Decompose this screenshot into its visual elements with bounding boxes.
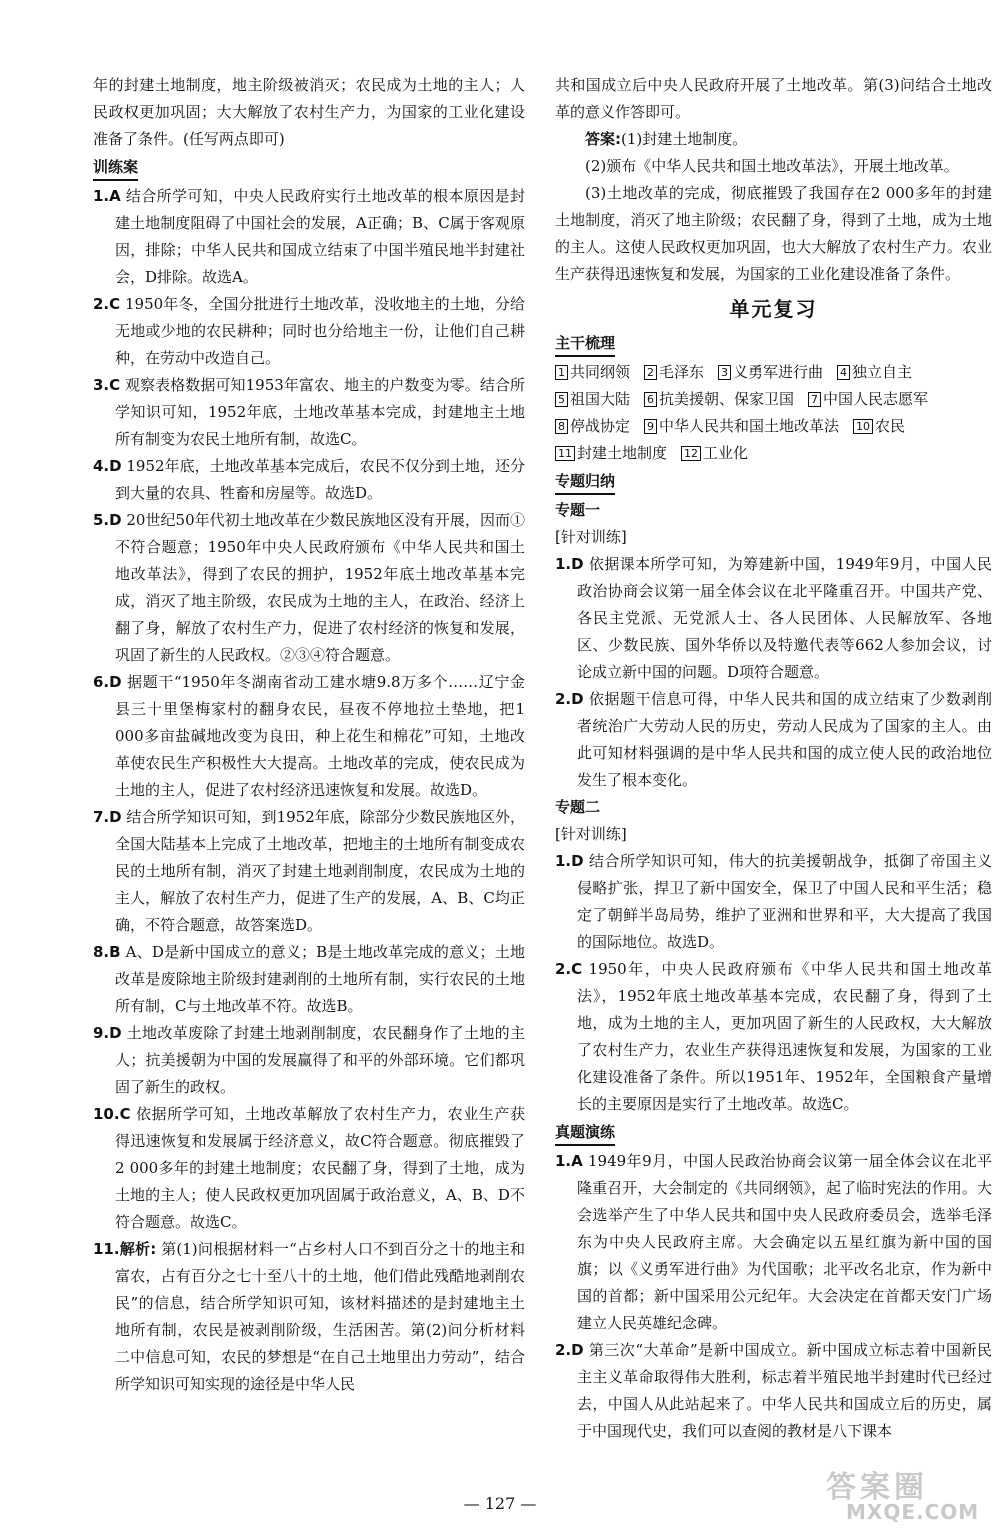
key-term-number: 10 (853, 419, 873, 434)
answer-item-text: 第(1)问根据材料一“占乡村人口不到百分之十的地主和富农，占有百分之七十至八十的土地，他们借此残酷地剥削农民”的信息，结合所学知识可知，该材料描述的是封建地主土地所有制，农民是被剥削阶级，生活困苦。第(2)问分析材料二中信息可知，农民的梦想是“在自己土地里出力劳动”，结合所学知识可知实现的途径是中华人民 (115, 1240, 525, 1393)
topic-2-training-label: [针对训练] (555, 825, 627, 843)
key-term-text: 中华人民共和国土地改革法 (659, 417, 840, 435)
key-term-number: 6 (644, 392, 657, 407)
answer-item-number: 11.解析: (93, 1240, 157, 1258)
watermark-line-1: 答案圈 (826, 1470, 928, 1505)
key-term-text: 封建土地制度 (577, 444, 668, 462)
answer-item (93, 507, 525, 669)
section-title-training: 训练案 (93, 155, 138, 181)
answer-item-number: 5.D (93, 511, 122, 529)
answer-item-number: 2.C (93, 295, 121, 313)
left-column (93, 72, 525, 1398)
answer-item (555, 956, 992, 1118)
answer-continuation: 共和国成立后中央人民政府开展了土地改革。第(3)问结合土地改革的意义作答即可。 (555, 76, 992, 121)
answer-item (93, 1101, 525, 1236)
key-term (555, 359, 630, 386)
answer-item-text: 依据课本所学可知，为筹建新中国，1949年9月，中国人民政治协商会议第一届全体会议在北平隆重召开。中国共产党、各民主党派、无党派人士、各人民团体、人民解放军、各地区、少数民族、国外华侨以及特邀代表等662人参加会议，讨论成立新中国的问题。D项符合题意。 (577, 555, 992, 681)
answer-item-text: 依据题干信息可得，中华人民共和国的成立结束了少数剥削者统治广大劳动人民的历史，劳动人民成为了国家的主人。由此可知材料强调的是中华人民共和国的成立使人民的政治地位发生了根本变化。 (577, 690, 992, 789)
key-term-number: 2 (644, 365, 657, 380)
answer-item-number: 6.D (93, 673, 122, 691)
answer-item (93, 1020, 525, 1101)
key-term (555, 386, 630, 413)
answer-line-2: (2)颁布《中华人民共和国土地改革法》，开展土地改革。 (585, 157, 959, 175)
answer-item-number: 7.D (93, 808, 122, 826)
answer-item (93, 453, 525, 507)
answer-item (555, 1148, 992, 1337)
answer-item (93, 939, 525, 1020)
key-term-number: 9 (644, 419, 657, 434)
answer-item-text: 结合所学知识可知，到1952年底，除部分少数民族地区外，全国大陆基本上完成了土地改革，把地主的土地所有制变成农民的土地所有制，消灭了封建土地剥削制度，农民成为土地的主人，解放了农村生产力，促进了生产的发展，A、B、C均正确，不符合题意，故答案选D。 (115, 808, 525, 934)
answer-line-3: (3)土地改革的完成，彻底摧毁了我国存在2 000多年的封建土地制度，消灭了地主阶级；农民翻了身，得到了土地，成为土地的主人。这使人民政权更加巩固，也大大解放了农村生产力。农业生产获得迅速恢复和发展，为国家的工业化建设准备了条件。 (555, 184, 992, 283)
key-term (853, 413, 905, 440)
answer-item (93, 183, 525, 291)
topic-1-training-label: [针对训练] (555, 528, 627, 546)
key-term-text: 工业化 (703, 444, 749, 462)
answer-item (93, 291, 525, 372)
key-term-number: 5 (555, 392, 568, 407)
training-answer-list (93, 183, 525, 1398)
key-term-number: 4 (837, 365, 850, 380)
answer-item (93, 1236, 525, 1398)
answer-item (555, 551, 992, 686)
answer-item-number: 8.B (93, 943, 121, 961)
answer-item-text: 结合所学可知，中央人民政府实行土地改革的根本原因是封建土地制度阻碍了中国社会的发展，A正确；B、C属于客观原因，排除；中华人民共和国成立结束了中国半殖民地半封建社会，D排除。故选A。 (115, 187, 525, 286)
unit-review-title: 单元复习 (729, 297, 818, 321)
answer-item-number: 10.C (93, 1105, 131, 1123)
answer-item-text: 20世纪50年代初土地改革在少数民族地区没有开展，因而①不符合题意；1950年中央人民政府颁布《中华人民共和国土地改革法》，得到了农民的拥护，1952年底土地改革基本完成，消灭了地主阶级，农民成为土地的主人，在政治、经济上翻了身，解放了农村生产力，促进了农村经济的恢复和发展，巩固了新生的人民政权。②③④符合题意。 (115, 511, 525, 664)
key-term (681, 440, 748, 467)
key-term (808, 386, 928, 413)
key-term-text: 抗美援朝、保家卫国 (659, 390, 795, 408)
answer-item-number: 4.D (93, 457, 122, 475)
key-terms-list (555, 359, 992, 467)
answer-label: 答案: (585, 130, 621, 148)
answer-item-text: 结合所学知识可知，伟大的抗美援朝战争，抵御了帝国主义侵略扩张，捍卫了新中国安全，保卫了中国人民和平生活；稳定了朝鲜半岛局势，维护了亚洲和世界和平，大大提高了我国的国际地位。故选D。 (577, 852, 992, 951)
answer-item-number: 3.C (93, 376, 121, 394)
key-term (644, 359, 704, 386)
answer-line-1 (555, 126, 992, 153)
key-term (555, 440, 667, 467)
answer-item-text: A、D是新中国成立的意义；B是土地改革完成的意义；土地改革是废除地主阶级封建剥削的土地所有制，实行农民的土地所有制，C与土地改革不符。故选B。 (115, 943, 525, 1015)
topic-1-title: 专题一 (555, 501, 601, 519)
answer-item-text: 1952年底，土地改革基本完成后，农民不仅分到土地，还分到大量的农具、牲畜和房屋等。故选D。 (115, 457, 525, 502)
key-term-text: 停战协定 (570, 417, 631, 435)
exam-practice-list (555, 1148, 992, 1445)
topic-1-list (555, 551, 992, 794)
answer-item-number: 2.D (555, 690, 584, 708)
right-column (555, 72, 992, 1445)
main-outline-title: 主干梳理 (555, 331, 615, 357)
watermark-logo (826, 1462, 991, 1526)
answer-item (93, 804, 525, 939)
answer-item-text: 依据所学可知，土地改革解放了农村生产力，农业生产获得迅速恢复和发展属于经济意义，故C符合题意。彻底摧毁了2 000多年的封建土地制度；农民翻了身，得到了土地，成为土地的主人；使人民政权更加巩固属于政治意义，A、B、D不符合题意。故选C。 (115, 1105, 525, 1231)
answer-item-text: 土地改革废除了封建土地剥削制度，农民翻身作了土地的主人；抗美援朝为中国的发展赢得了和平的外部环境。它们都巩固了新生的政权。 (115, 1024, 525, 1096)
intro-paragraph: 年的封建土地制度，地主阶级被消灭；农民成为土地的主人；人民政权更加巩固；大大解放了农村生产力，为国家的工业化建设准备了条件。(任写两点即可) (93, 76, 525, 148)
key-term (837, 359, 912, 386)
key-term-number: 8 (555, 419, 568, 434)
answer-item-number: 9.D (93, 1024, 122, 1042)
answer-item-text: 据题干“1950年冬湖南省动工建水塘9.8万多个……辽宁金县三十里堡梅家村的翻身农民，昼夜不停地拉土垫地，把1 000多亩盐碱地改变为良田，种上花生和棉花”可知，土地改革使农民生产积极性大大提高。土地改革的完成，使农民成为土地的主人，促进了农村经济迅速恢复和发展。故选D。 (115, 673, 525, 799)
key-term-text: 农民 (875, 417, 906, 435)
answer-item-text: 观察表格数据可知1953年富农、地主的户数变为零。结合所学知识可知，1952年底，土地改革基本完成，封建地主土地所有制变为农民土地所有制，故选C。 (115, 376, 525, 448)
key-term-number: 1 (555, 365, 568, 380)
key-term-text: 中国人民志愿军 (823, 390, 929, 408)
answer-item (93, 669, 525, 804)
topic-summary-title: 专题归纳 (555, 469, 615, 495)
answer-item-text: 1950年，中央人民政府颁布《中华人民共和国土地改革法》，1952年底土地改革基本完成，农民翻了身，得到了土地，成为土地的主人，更加巩固了新生的人民政权，大大解放了农村生产力，农业生产获得迅速恢复和发展，为国家的工业化建设准备了条件。所以1951年、1952年，全国粮食产量增长的主要原因是实行了土地改革。故选C。 (577, 960, 992, 1113)
key-term (718, 359, 823, 386)
answer-item-number: 1.D (555, 555, 584, 573)
key-term (644, 413, 839, 440)
answer-item-text: 1950年冬，全国分批进行土地改革，没收地主的土地，分给无地或少地的农民耕种；同时也分给地主一份，让他们自己耕种，在劳动中改造自己。 (115, 295, 525, 367)
answer-1-text: (1)封建土地制度。 (621, 130, 748, 148)
answer-item-text: 第三次“大革命”是新中国成立。新中国成立标志着中国新民主主义革命取得伟大胜利，标志着半殖民地半封建时代已经过去，中国人从此站起来了。中华人民共和国成立后的历史，属于中国现代史，我们可以查阅的教材是八下课本 (577, 1341, 992, 1440)
key-term (644, 386, 794, 413)
topic-2-title: 专题二 (555, 798, 601, 816)
key-term-number: 7 (808, 392, 821, 407)
answer-item (93, 372, 525, 453)
key-term-text: 祖国大陆 (570, 390, 631, 408)
topic-2-list (555, 848, 992, 1118)
answer-item (555, 1337, 992, 1445)
answer-item (555, 848, 992, 956)
answer-item-number: 1.A (93, 187, 121, 205)
key-term-number: 11 (555, 446, 575, 461)
key-term-text: 独立自主 (852, 363, 913, 381)
key-term-text: 共同纲领 (570, 363, 631, 381)
answer-item-number: 2.C (555, 960, 583, 978)
key-term (555, 413, 630, 440)
key-term-text: 毛泽东 (659, 363, 705, 381)
answer-item-number: 2.D (555, 1341, 584, 1359)
answer-item-text: 1949年9月，中国人民政治协商会议第一届全体会议在北平隆重召开，大会制定的《共同纲领》，起了临时宪法的作用。大会选举产生了中华人民共和国中央人民政府委员会，选举毛泽东为中央人民政府主席。大会确定以五星红旗为新中国的国旗；以《义勇军进行曲》为代国歌；北平改名北京，作为新中国的首都；新中国采用公元纪年。大会决定在首都天安门广场建立人民英雄纪念碑。 (577, 1152, 992, 1332)
watermark-line-2: MXQE.COM (846, 1500, 980, 1524)
page-number: — 127 — (463, 1494, 537, 1513)
exam-practice-title: 真题演练 (555, 1120, 615, 1146)
answer-item-number: 1.D (555, 852, 584, 870)
key-term-number: 3 (718, 365, 731, 380)
key-term-number: 12 (681, 446, 701, 461)
key-term-text: 义勇军进行曲 (733, 363, 824, 381)
answer-item-number: 1.A (555, 1152, 583, 1170)
answer-item (555, 686, 992, 794)
